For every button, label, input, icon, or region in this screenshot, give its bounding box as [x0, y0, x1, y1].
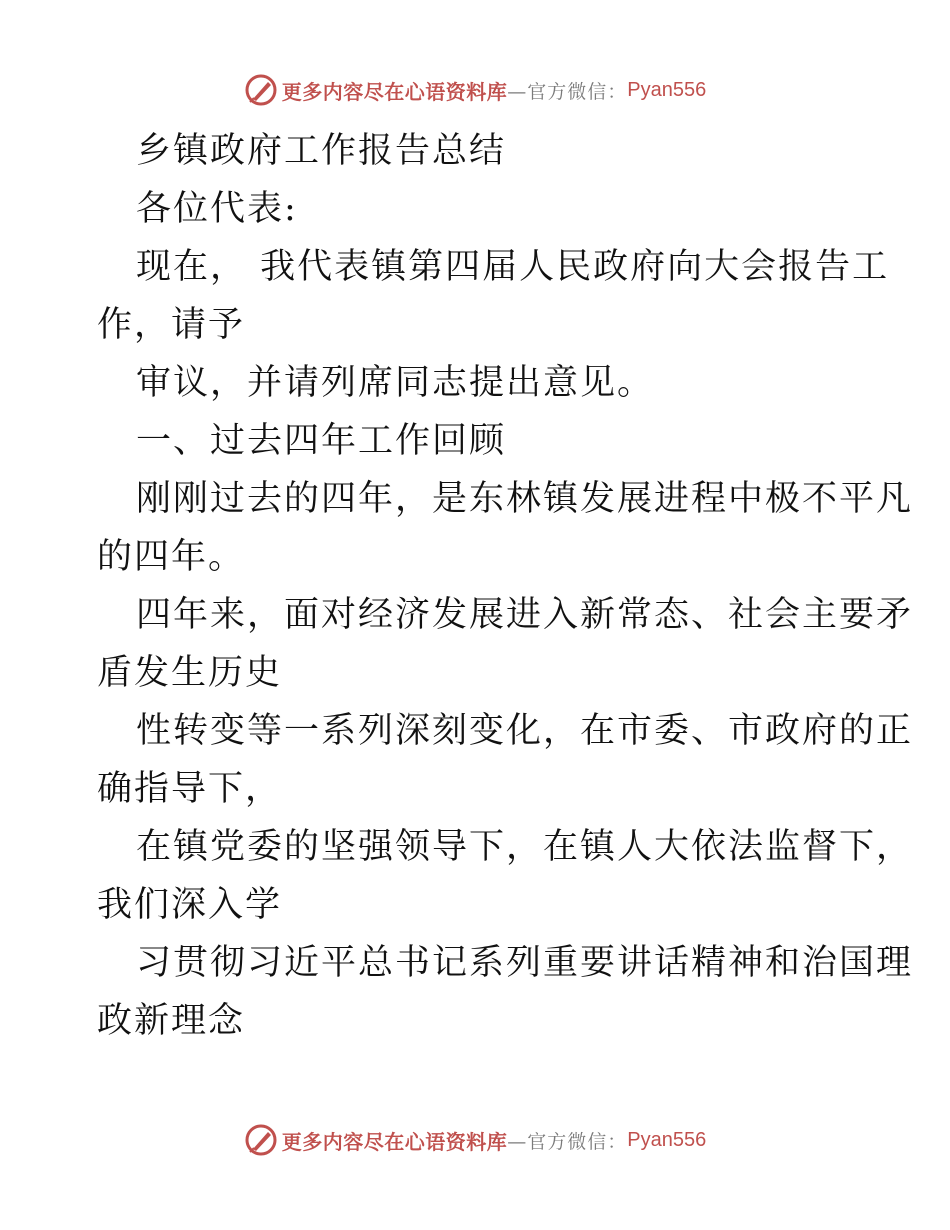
document-title: 乡镇政府工作报告总结	[136, 131, 507, 171]
paragraph-line: 审议，并请列席同志提出意见。	[136, 363, 655, 403]
paragraph-line: 习贯彻习近平总书记系列重要讲话精神和治国理	[136, 943, 914, 983]
paragraph-line: 现在， 我代表镇第四届人民政府向大会报告工	[136, 247, 890, 287]
paragraph	[97, 934, 914, 1050]
site-name: 更多内容尽在心语资料库	[281, 1129, 508, 1154]
wechat-id: Pyan556	[627, 1128, 707, 1151]
paragraph	[97, 354, 857, 412]
paragraph-line-continued: 确指导下，	[97, 769, 283, 809]
paragraph	[97, 412, 857, 470]
section-heading: 一、过去四年工作回顾	[136, 421, 507, 461]
paragraph-line: 四年来，面对经济发展进入新常态、社会主要矛	[136, 595, 914, 635]
paragraph-line-continued: 的四年。	[97, 537, 246, 577]
paragraph-line-continued: 盾发生历史	[97, 653, 283, 693]
paragraph-line-continued: 我们深入学	[97, 885, 283, 925]
paragraph	[97, 818, 914, 934]
official-wechat-label: —官方微信：	[507, 80, 628, 103]
quill-logo-icon	[244, 73, 278, 107]
footer-banner	[0, 1118, 950, 1162]
site-name: 更多内容尽在心语资料库	[281, 79, 508, 104]
wechat-id: Pyan556	[627, 78, 707, 101]
paragraph	[97, 470, 914, 586]
paragraph-line: 性转变等一系列深刻变化，在市委、市政府的正	[136, 711, 914, 751]
paragraph-line: 在镇党委的坚强领导下，在镇人大依法监督下，	[136, 827, 914, 867]
quill-logo-icon	[244, 1123, 278, 1157]
paragraph-line-continued: 作，请予	[97, 305, 246, 345]
paragraph-line: 刚刚过去的四年，是东林镇发展进程中极不平凡	[136, 479, 914, 519]
header-banner	[0, 68, 950, 112]
paragraph-line-continued: 政新理念	[97, 1001, 246, 1041]
paragraph	[97, 586, 914, 702]
paragraph	[97, 238, 890, 354]
salutation: 各位代表:	[136, 189, 298, 229]
official-wechat-label: —官方微信：	[507, 1130, 628, 1153]
paragraph	[97, 702, 914, 818]
document-body	[97, 122, 914, 1050]
